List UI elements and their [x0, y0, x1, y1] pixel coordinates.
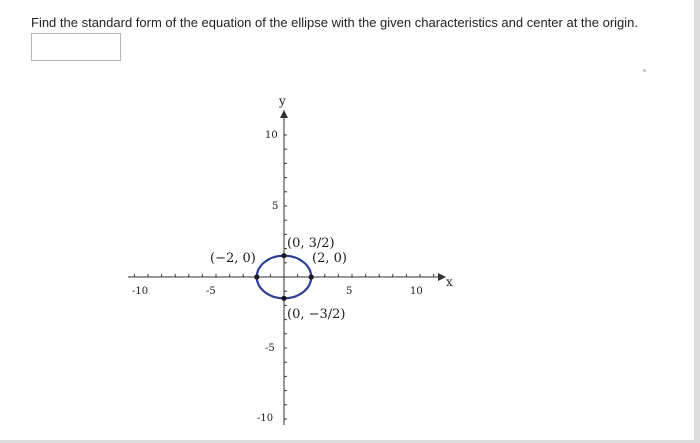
question-text: Find the standard form of the equation of the ellipse with the given characteristics and center at the origin. — [31, 15, 639, 30]
y-axis-label: y — [279, 94, 286, 108]
y-tick-label: 10 — [265, 130, 278, 141]
y-tick-label: -5 — [265, 343, 275, 354]
vertex-point — [281, 296, 286, 301]
point-label-top: (0, 3/2) — [287, 236, 335, 251]
x-axis-label: x — [446, 275, 453, 289]
vertex-point — [309, 274, 314, 279]
x-tick-label: -10 — [132, 286, 149, 297]
vertex-point — [254, 274, 259, 279]
point-label-right: (2, 0) — [312, 251, 347, 266]
y-tick-label: 5 — [272, 201, 279, 212]
point-label-left: (−2, 0) — [210, 251, 256, 266]
vertex-point — [281, 253, 286, 258]
x-axis-arrow — [438, 273, 446, 281]
y-tick-label: -10 — [257, 413, 274, 424]
x-tick-label: -5 — [206, 286, 216, 297]
point-label-bottom: (0, −3/2) — [287, 307, 346, 322]
x-tick-label: 10 — [410, 286, 423, 297]
y-axis-arrow — [280, 110, 288, 118]
x-tick-label: 5 — [346, 286, 353, 297]
